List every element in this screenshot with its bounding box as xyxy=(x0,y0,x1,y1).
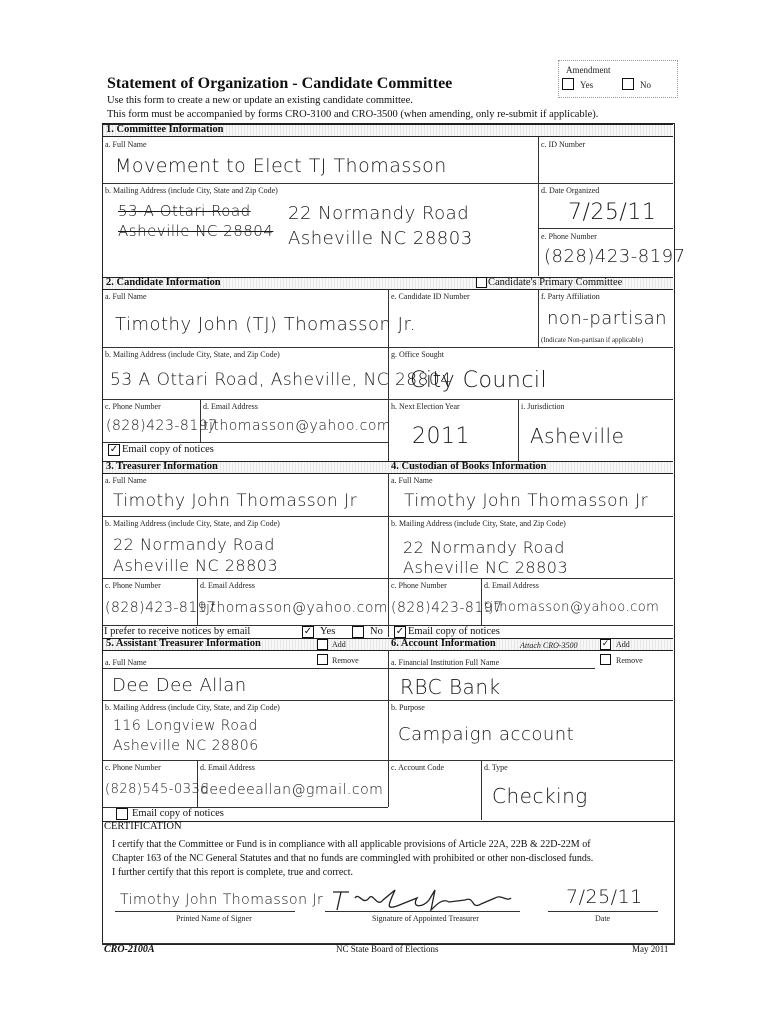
s2-party-label: f. Party Affiliation xyxy=(541,292,600,301)
s2-email-label: d. Email Address xyxy=(203,402,258,411)
amendment-label: Amendment xyxy=(566,65,611,75)
signature-label: Signature of Appointed Treasurer xyxy=(372,914,479,923)
s1-old-address-line1: 53-A Ottari Road xyxy=(118,202,251,220)
s5-email-label: d. Email Address xyxy=(200,763,255,772)
s6-code-label: c. Account Code xyxy=(391,763,445,772)
s6-add-label: Add xyxy=(616,640,630,649)
s6-attach-note: Attach CRO-3500 xyxy=(520,641,578,650)
section-2-title: 2. Candidate Information xyxy=(106,277,221,288)
page-title: Statement of Organization - Candidate Committee xyxy=(107,75,453,92)
s1-id-label: c. ID Number xyxy=(541,140,586,149)
s4-email-value: tjthomasson@yahoo.com xyxy=(484,600,660,615)
s6-fin-label: a. Financial Institution Full Name xyxy=(391,658,500,667)
s5-phone-label: c. Phone Number xyxy=(105,763,161,772)
s2-email-copy-label: Email copy of notices xyxy=(122,444,214,455)
amendment-yes-checkbox[interactable] xyxy=(562,78,574,90)
s6-remove-checkbox[interactable] xyxy=(600,654,611,665)
s2-jurisdiction-value: Asheville xyxy=(530,424,625,448)
s3-prefer-yes-checkbox[interactable]: ✓ xyxy=(303,626,313,637)
certification-date-value: 7/25/11 xyxy=(566,886,643,908)
s2-office-label: g. Office Sought xyxy=(391,350,444,359)
s1-new-address-line1: 22 Normandy Road xyxy=(288,203,470,224)
s5-address-line1: 116 Longview Road xyxy=(113,718,258,734)
treasurer-signature xyxy=(325,884,520,914)
s3-phone-label: c. Phone Number xyxy=(105,581,161,590)
section-3-title: 3. Treasurer Information xyxy=(106,461,218,472)
printed-name-label: Printed Name of Signer xyxy=(176,914,252,923)
s4-address-line2: Asheville NC 28803 xyxy=(403,558,569,577)
s1-full-name-label: a. Full Name xyxy=(105,140,147,149)
certification-line-1: I certify that the Committee or Fund is in compliance with all applicable provisions of Article 22A, 22B & 22D-22M of xyxy=(112,839,591,850)
s2-full-name-value: Timothy John (TJ) Thomasson Jr. xyxy=(115,314,416,335)
s2-party-note: (Indicate Non-partisan if applicable) xyxy=(541,336,644,344)
s3-email-label: d. Email Address xyxy=(200,581,255,590)
certification-date-label: Date xyxy=(595,914,611,923)
s4-phone-label: c. Phone Number xyxy=(391,581,447,590)
s1-old-address-line2: Asheville NC 28804 xyxy=(118,222,274,240)
s5-add-checkbox[interactable] xyxy=(317,639,328,650)
amendment-yes-label: Yes xyxy=(580,80,594,90)
s2-email-value: tjthomasson@yahoo.com xyxy=(203,418,392,434)
section-6-title: 6. Account Information xyxy=(391,638,496,649)
s3-prefer-yes-label: Yes xyxy=(320,626,336,637)
s4-email-label: d. Email Address xyxy=(484,581,539,590)
s4-full-name-label: a. Full Name xyxy=(391,476,433,485)
certification-line-2: Chapter 163 of the NC General Statutes and that no funds are commingled with prohibited or other non-disclosed funds. xyxy=(112,853,594,864)
s5-add-label: Add xyxy=(332,640,346,649)
s1-new-address-line2: Asheville NC 28803 xyxy=(288,228,473,249)
s5-email-copy-checkbox[interactable] xyxy=(116,808,128,820)
s2-phone-label: c. Phone Number xyxy=(105,402,161,411)
s1-full-name-value: Movement to Elect TJ Thomasson xyxy=(115,155,447,177)
s2-mailing-value: 53 A Ottari Road, Asheville, NC 28804 xyxy=(110,370,452,390)
s4-full-name-value: Timothy John Thomasson Jr xyxy=(404,491,649,511)
s4-email-copy-checkbox[interactable]: ✓ xyxy=(395,626,405,637)
s3-full-name-label: a. Full Name xyxy=(105,476,147,485)
s2-jurisdiction-label: i. Jurisdiction xyxy=(521,402,565,411)
section-5-title: 5. Assistant Treasurer Information xyxy=(106,638,261,649)
s6-type-label: d. Type xyxy=(484,763,508,772)
s2-full-name-label: a. Full Name xyxy=(105,292,147,301)
s2-office-value: City Council xyxy=(410,368,548,393)
s3-address-line1: 22 Normandy Road xyxy=(113,535,275,554)
s3-prefer-no-checkbox[interactable] xyxy=(352,626,364,638)
amendment-no-checkbox[interactable] xyxy=(622,78,634,90)
s1-mailing-label: b. Mailing Address (include City, State and Zip Code) xyxy=(105,186,278,195)
s3-address-line2: Asheville NC 28803 xyxy=(113,556,279,575)
page-subtitle-1: Use this form to create a new or update an existing candidate committee. xyxy=(107,95,413,106)
s6-purpose-label: b. Purpose xyxy=(391,703,425,712)
primary-committee-checkbox[interactable] xyxy=(476,277,487,288)
s6-purpose-value: Campaign account xyxy=(398,724,575,745)
s1-phone-value: (828)423-8197 xyxy=(544,246,686,267)
s2-phone-value: (828)423-8197 xyxy=(106,418,218,434)
s3-phone-value: (828)423-8197 xyxy=(105,600,217,616)
s2-party-value: non-partisan xyxy=(547,308,668,329)
s4-email-copy-label: Email copy of notices xyxy=(408,626,500,637)
s3-full-name-value: Timothy John Thomasson Jr xyxy=(113,491,358,511)
s2-candidate-id-label: e. Candidate ID Number xyxy=(391,292,470,301)
s5-remove-checkbox[interactable] xyxy=(317,654,328,665)
s5-email-copy-label: Email copy of notices xyxy=(132,808,224,819)
s1-phone-label: e. Phone Number xyxy=(541,232,597,241)
s2-email-copy-checkbox[interactable]: ✓ xyxy=(109,444,119,455)
certification-line-3: I further certify that this report is complete, true and correct. xyxy=(112,867,354,878)
s5-remove-label: Remove xyxy=(332,656,359,665)
s5-email-value: deedeeallan@gmail.com xyxy=(200,782,384,798)
section-4-title: 4. Custodian of Books Information xyxy=(391,461,547,472)
s6-type-value: Checking xyxy=(492,784,588,808)
s6-add-checkbox[interactable]: ✓ xyxy=(601,639,610,649)
s3-mailing-label: b. Mailing Address (include City, State, and Zip Code) xyxy=(105,519,280,528)
s2-election-label: h. Next Election Year xyxy=(391,402,460,411)
s2-mailing-label: b. Mailing Address (include City, State, and Zip Code) xyxy=(105,350,280,359)
page-subtitle-2: This form must be accompanied by forms CRO-3100 and CRO-3500 (when amending, only re-submit if applicable). xyxy=(107,109,599,120)
s6-remove-label: Remove xyxy=(616,656,643,665)
s4-mailing-label: b. Mailing Address (include City, State, and Zip Code) xyxy=(391,519,566,528)
s5-mailing-label: b. Mailing Address (include City, State, and Zip Code) xyxy=(105,703,280,712)
s1-date-organized-label: d. Date Organized xyxy=(541,186,600,195)
s1-date-organized-value: 7/25/11 xyxy=(568,200,657,225)
s5-phone-value: (828)545-0336 xyxy=(105,782,210,797)
footer-form-id: CRO-2100A xyxy=(104,944,155,955)
s4-phone-value: (828)423-8197 xyxy=(391,600,503,616)
s5-full-name-value: Dee Dee Allan xyxy=(112,675,247,696)
footer-agency: NC State Board of Elections xyxy=(336,944,439,954)
s3-prefer-email-label: I prefer to receive notices by email xyxy=(104,626,251,637)
primary-committee-label: Candidate's Primary Committee xyxy=(488,277,623,288)
s6-fin-value: RBC Bank xyxy=(400,675,501,699)
certification-title: CERTIFICATION xyxy=(104,821,182,832)
s3-email-value: tjthomasson@yahoo.com xyxy=(200,600,389,616)
s3-prefer-no-label: No xyxy=(370,626,383,637)
s5-full-name-label: a. Full Name xyxy=(105,658,147,667)
s2-election-value: 2011 xyxy=(412,424,470,449)
s4-address-line1: 22 Normandy Road xyxy=(403,538,565,557)
printed-name-value: Timothy John Thomasson Jr xyxy=(120,892,324,908)
footer-version: May 2011 xyxy=(632,944,669,954)
section-1-title: 1. Committee Information xyxy=(106,124,224,135)
amendment-no-label: No xyxy=(640,80,651,90)
s5-address-line2: Asheville NC 28806 xyxy=(113,738,259,754)
